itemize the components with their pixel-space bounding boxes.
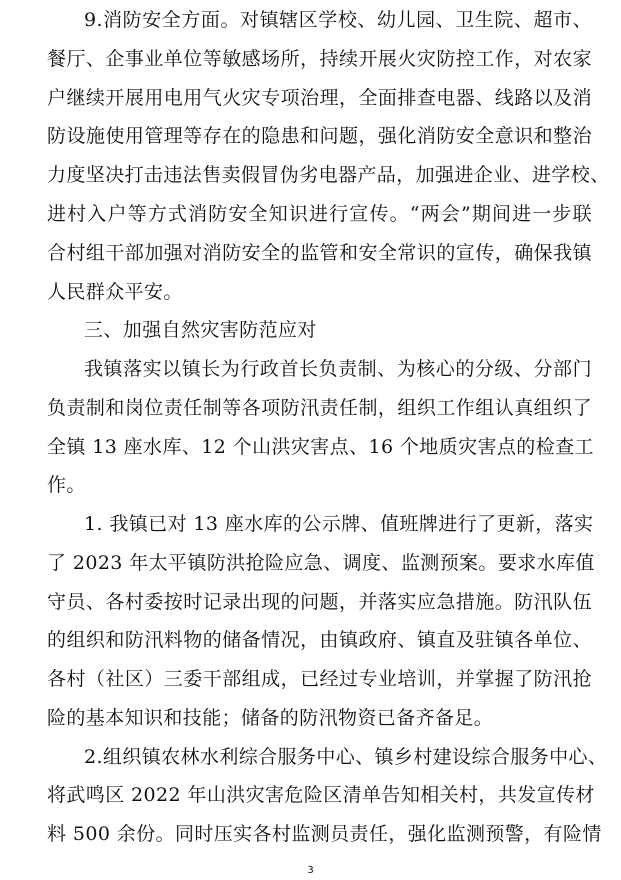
paragraph-line: 1. 我镇已对 13 座水库的公示牌、值班牌进行了更新，落实 (84, 513, 594, 535)
paragraph-line: 作。 (47, 474, 86, 496)
paragraph-line: 各村（社区）三委干部组成，已经过专业培训，并掌握了防汛抢 (47, 668, 592, 690)
page-number: 3 (307, 865, 314, 876)
paragraph-line: 2.组织镇农林水利综合服务中心、镇乡村建设综合服务中心、 (84, 746, 608, 768)
paragraph-line: 人民群众平安。 (47, 281, 183, 303)
paragraph-line: 进村入户等方式消防安全知识进行宣传。“两会”期间进一步联 (47, 203, 592, 225)
paragraph-line: 守员、各村委按时记录出现的问题，并落实应急措施。防汛队伍 (47, 591, 592, 613)
section-heading: 三、加强自然灾害防范应对 (84, 319, 317, 341)
paragraph-line: 了 2023 年太平镇防洪抢险应急、调度、监测预案。要求水库值 (47, 552, 595, 574)
paragraph-line: 负责制和岗位责任制等各项防汛责任制，组织工作组认真组织了 (47, 397, 592, 419)
paragraph-line: 将武鸣区 2022 年山洪灾害危险区清单告知相关村，共发宣传材 (47, 784, 595, 806)
paragraph-line: 力度坚决打击违法售卖假冒伪劣电器产品，加强进企业、进学校、 (47, 164, 610, 186)
paragraph-line: 合村组干部加强对消防安全的监管和安全常识的宣传，确保我镇 (47, 242, 592, 264)
paragraph-line: 险的基本知识和技能；储备的防汛物资已备齐备足。 (47, 707, 494, 729)
paragraph-line: 全镇 13 座水库、12 个山洪灾害点、16 个地质灾害点的检查工 (47, 436, 594, 458)
paragraph-line: 料 500 余份。同时压实各村监测员责任，强化监测预警，有险情 (47, 823, 602, 845)
paragraph-line: 9.消防安全方面。对镇辖区学校、幼儿园、卫生院、超市、 (84, 9, 592, 31)
paragraph-line: 餐厅、企事业单位等敏感场所，持续开展火灾防控工作，对农家 (47, 48, 592, 70)
paragraph-line: 的组织和防汛料物的储备情况，由镇政府、镇直及驻镇各单位、 (47, 629, 592, 651)
paragraph-line: 防设施使用管理等存在的隐患和问题，强化消防安全意识和整治 (47, 125, 592, 147)
paragraph-line: 我镇落实以镇长为行政首长负责制、为核心的分级、分部门 (84, 358, 592, 380)
paragraph-line: 户继续开展用电用气火灾专项治理，全面排查电器、线路以及消 (47, 87, 592, 109)
